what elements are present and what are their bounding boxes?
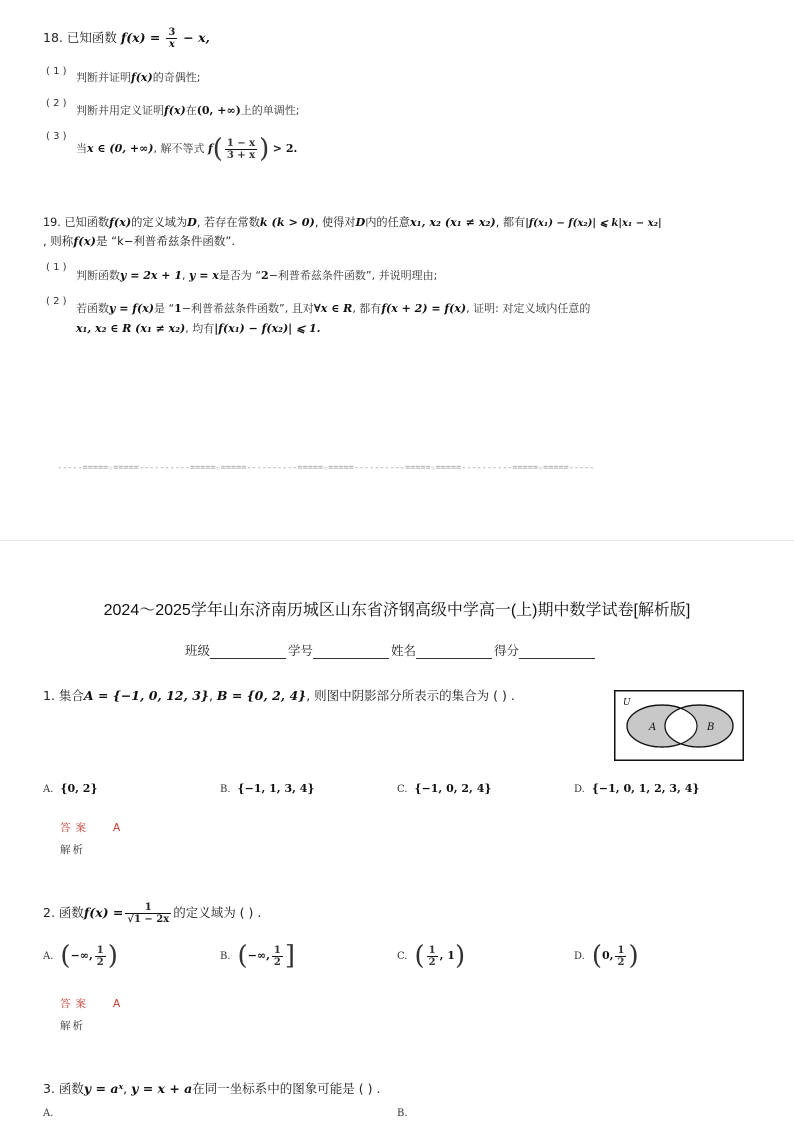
q1-option-b[interactable]: B. {−1, 1, 3, 4} [220,782,315,795]
q2-option-a[interactable]: A. (−∞, $\frac{1}{2}$ ) [43,941,118,971]
venn-label-a: A [649,722,657,733]
q3-option-b[interactable]: B. [397,1108,408,1119]
q18-part3-fraction: $\frac{1 - x}{3 + x}$ [226,137,256,161]
q19-part2-number: ( 2 ) [46,296,67,307]
q2-option-b[interactable]: B. (−∞, $\frac{1}{2}$ ] [220,941,296,971]
q2-option-d[interactable]: D. (0, $\frac{1}{2}$ ) [574,941,639,971]
q2-option-c[interactable]: C. ( $\frac{1}{2}$ , 1) [397,941,466,971]
q19-part1-number: ( 1 ) [46,262,67,273]
page-title-wrap [0,597,794,620]
name-label: 姓名 [391,643,417,658]
q1-answer: 答案 A [60,822,121,834]
q2-stem: 2. 函数f(x) = $\frac{1}{√1 - 2x}$ 的定义域为 ( ) . [43,902,262,925]
q1-stem: 1. 集合A = {−1, 0, 12, 3}, B = {0, 2, 4}, 则图中阴影部分所表示的集合为 ( ) . [43,688,515,703]
q19-stem-line1: 19. 已知函数f(x)的定义域为D, 若存在常数k (k > 0), 使得对D内的任意x₁, x₂ (x₁ ≠ x₂), 都有|f(x₁) − f(x₂)| ⩽ k|x₁ − x₂| [43,215,662,229]
q18-part2-number: ( 2 ) [46,98,67,109]
class-blank[interactable] [210,657,286,659]
venn-label-b: B [707,722,715,733]
q1-analysis-label: 解析 [60,844,85,856]
q19-part2-line2: x₁, x₂ ∈ R (x₁ ≠ x₂), 均有|f(x₁) − f(x₂)| ⩽ 1. [76,322,321,335]
q18-part3-number: ( 3 ) [46,131,67,142]
q18-part1-number: ( 1 ) [46,66,67,77]
q3-stem: 3. 函数y = aˣ, y = x + a在同一坐标系中的图象可能是 ( ) . [43,1081,381,1096]
score-blank[interactable] [519,657,595,659]
student-info-fields [185,641,597,659]
q3-option-a[interactable]: A. [43,1108,54,1119]
name-blank[interactable] [416,657,492,659]
q2-analysis-label: 解析 [60,1020,85,1032]
page-separator [0,540,794,541]
q18-part3: 当x ∈ (0, +∞), 解不等式 f( $\frac{1 - x}{3 + x}$ ) > 2. [76,134,298,164]
q1-option-d[interactable]: D. {−1, 0, 1, 2, 3, 4} [574,782,700,795]
star-divider: -----=====☆=====----------=====☆=====----------=====☆=====----------=====☆=====----------=====☆=====----- [57,463,595,473]
q18-part1: 判断并证明f(x)的奇偶性; [76,71,201,84]
q18-part2: 判断并用定义证明f(x)在(0, +∞)上的单调性; [76,104,300,117]
student-id-label: 学号 [288,643,314,658]
q1-option-c[interactable]: C. {−1, 0, 2, 4} [397,782,492,795]
q2-answer: 答案 A [60,998,121,1010]
student-id-blank[interactable] [313,657,389,659]
q19-part1: 判断函数y = 2x + 1, y = x是否为 “2−利普希兹条件函数”, 并说明理由; [76,269,438,282]
venn-diagram [614,690,744,761]
q2-fraction: $\frac{1}{√1 - 2x}$ [127,902,170,925]
venn-label-u: U [623,698,631,708]
q18-stem: 18. 已知函数 f(x) = $\frac{3}{x}$ − x, [43,27,210,50]
page-title: 2024～2025学年山东济南历城区山东省济钢高级中学高一(上)期中数学试卷[解析版] [103,602,691,619]
class-label: 班级 [185,643,211,658]
q18-fraction: $\frac{3}{x}$ [168,27,176,50]
q19-stem-line2: , 则称f(x)是 “k−利普希兹条件函数”. [43,234,236,248]
score-label: 得分 [494,643,520,658]
q1-option-a[interactable]: A. {0, 2} [43,782,98,795]
q19-part2-line1: 若函数y = f(x)是 “1−利普希兹条件函数”, 且对∀x ∈ R, 都有f(x + 2) = f(x), 证明: 对定义域内任意的 [76,302,591,315]
